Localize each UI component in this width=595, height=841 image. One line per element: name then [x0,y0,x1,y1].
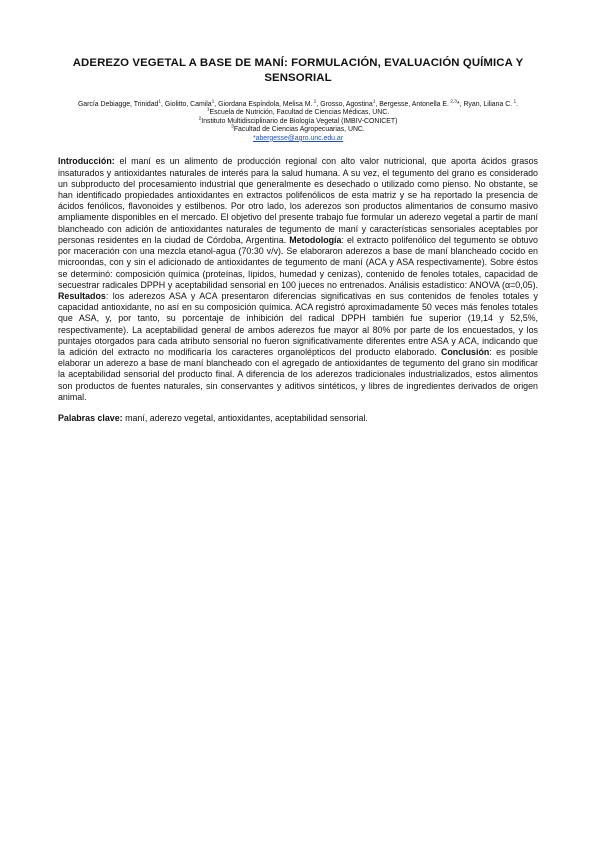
affiliation: $^3$Facultad de Ciencias Agropecuarias, UNC. [231,124,365,134]
author-list [58,100,538,109]
author: Grosso, Agostina$^1$, [320,99,380,108]
section-label-resultados: Resultados [58,290,106,301]
author: Ryan, Liliana C. $^1$. [463,99,519,108]
paper-page [58,56,538,433]
author: Giolitto, Camila$^1$, [164,99,219,108]
abstract-body: Introducción: el maní es un alimento de producción regional con alto valor nutricional, que aporta ácidos grasos insaturados y antioxidantes naturales de interés para la salud humana. A su vez, el tegumento del grano es considerado un subproducto del procesamiento industrial que generalmente es desechado o utilizado como pienso. No obstante, se han identificado propiedades antioxidantes en extractos polifenólicos de esta matriz y se ha reportado la presencia de ácidos fenólicos, flavonoides y estilbenos. Por otro lado, los aderezos son productos alimentarios de consumo masivo ampliamente disponibles en el mercado. El objetivo del presente trabajo fue formular un aderezo vegetal a partir de maní blancheado con adición de antioxidantes naturales de tegumento de maní y características sensoriales aceptables por personas residentes en la ciudad de Córdoba, Argentina. Metodología: el extracto polifenólico del tegumento se obtuvo por maceración con una mezcla etanol-agua (70:30 v/v). Se elaboraron aderezos a base de maní blancheado cocido en microondas, con y sin el adicionado de antioxidantes de tegumento de maní (ACA y ASA respectivamente). Sobre éstos se determinó: composición química (proteínas, lípidos, humedad y cenizas), contenido de fenoles totales, capacidad de secuestrar radicales DPPH y aceptabilidad sensorial en 100 jueces no entrenados. Análisis estadístico: ANOVA (α=0,05). Resultados: los aderezos ASA y ACA presentaron diferencias significativas en sus contenidos de fenoles totales y capacidad antioxidante, no así en su composición química. ACA registró aproximadamente 50 veces más fenoles totales que ASA, y, por tanto, su porcentaje de inhibición del radical DPPH también fue superior (19,14 y 52,5%, respectivamente). La aceptabilidad general de ambos aderezos fue mayor al 80% por parte de los encuestados, y los puntajes otorgados para cada atributo sensorial no fueron significativamente diferentes entre ASA y ACA, indicando que la adición del extracto no modificaría los caracteres organolépticos del producto elaborado. Conclusión: es posible elaborar un aderezo a base de maní blancheado con el agregado de antioxidantes de tegumento del grano sin modificar la aceptabilidad sensorial del producto final. A diferencia de los aderezos tradicionales industrializados, estos alimentos son productos de fuentes naturales, sin conservantes y aditivos sintéticos, y libres de ingredientes derivados de origen animal. [58,156,538,402]
author: García Debiagge, Trinidad$^1$, [77,99,165,108]
corresponding-email-link[interactable]: *abergesse@agro.unc.edu.ar [252,134,344,142]
author: Bergesse, Antonella E. $^{2,3}$*, [379,99,464,108]
keywords: Palabras clave: maní, aderezo vegetal, antioxidantes, aceptabilidad sensorial. [58,412,368,423]
section-label-metodologia: Metodología [289,234,342,245]
author: Giordana Espíndola, Melisa M. $^1$, [218,99,321,108]
affiliation: $^1$Escuela de Nutrición, Facultad de Ciencias Médicas, UNC. [206,107,390,117]
paper-title: ADEREZO VEGETAL A BASE DE MANÍ: FORMULACIÓN, EVALUACIÓN QUÍMICA Y SENSORIAL [72,57,524,84]
affiliation: $^2$Instituto Multidisciplinario de Biología Vegetal (IMBIV-CONICET) [198,116,398,125]
section-label-introduccion: Introducción: [58,156,115,167]
keywords-label: Palabras clave: [58,412,123,423]
section-label-conclusion: Conclusión [440,346,490,357]
